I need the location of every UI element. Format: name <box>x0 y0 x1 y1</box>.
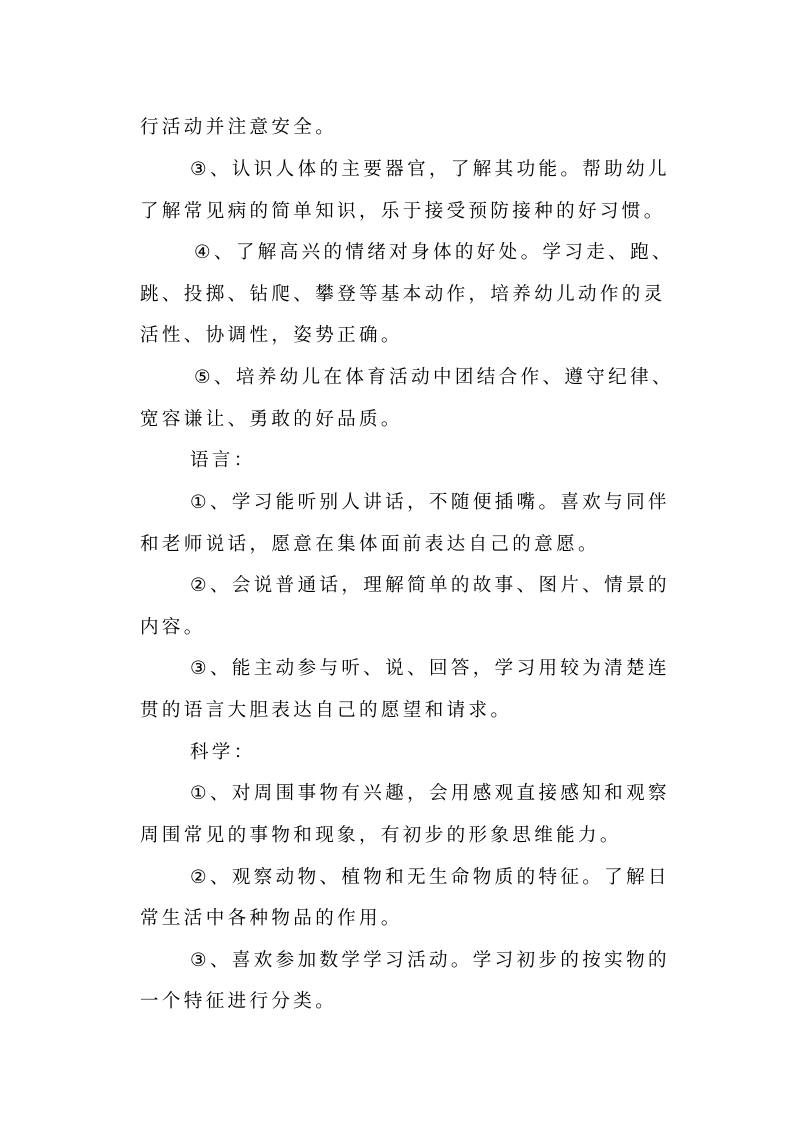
text-line: ①、对周围事物有兴趣，会用感观直接感知和观察 <box>190 783 670 804</box>
text-line: 活性、协调性，姿势正确。 <box>140 325 403 346</box>
text-line: 跳、投掷、钻爬、攀登等基本动作，培养幼儿动作的灵 <box>140 284 666 305</box>
section-heading-language: 语言： <box>190 450 256 471</box>
text-line: ⑤、培养幼儿在体育活动中团结合作、遵守纪律、 <box>194 367 674 388</box>
text-line: 行活动并注意安全。 <box>140 117 338 138</box>
text-line: 周围常见的事物和现象，有初步的形象思维能力。 <box>140 825 622 846</box>
text-line: 常生活中各种物品的作用。 <box>140 908 403 929</box>
text-line: ②、观察动物、植物和无生命物质的特征。了解日 <box>190 867 670 888</box>
text-line: 宽容谦让、勇敢的好品质。 <box>140 409 403 430</box>
text-line: 内容。 <box>140 617 206 638</box>
text-line: ③、认识人体的主要器官，了解其功能。帮助幼儿 <box>190 159 670 180</box>
text-line: 一个特征进行分类。 <box>140 991 338 1012</box>
text-line: ②、会说普通话，理解简单的故事、图片、情景的 <box>190 575 670 596</box>
text-line: ①、学习能听别人讲话，不随便插嘴。喜欢与同伴 <box>190 492 670 513</box>
section-heading-science: 科学： <box>190 742 256 763</box>
text-line: 了解常见病的简单知识，乐于接受预防接种的好习惯。 <box>140 201 666 222</box>
text-line: 贯的语言大胆表达自己的愿望和请求。 <box>140 700 513 721</box>
text-line: 和老师说话，愿意在集体面前表达自己的意愿。 <box>140 534 600 555</box>
text-line: ③、能主动参与听、说、回答，学习用较为清楚连 <box>190 658 670 679</box>
text-line: ③、喜欢参加数学学习活动。学习初步的按实物的 <box>190 950 670 971</box>
text-line: ④、了解高兴的情绪对身体的好处。学习走、跑、 <box>194 242 674 263</box>
